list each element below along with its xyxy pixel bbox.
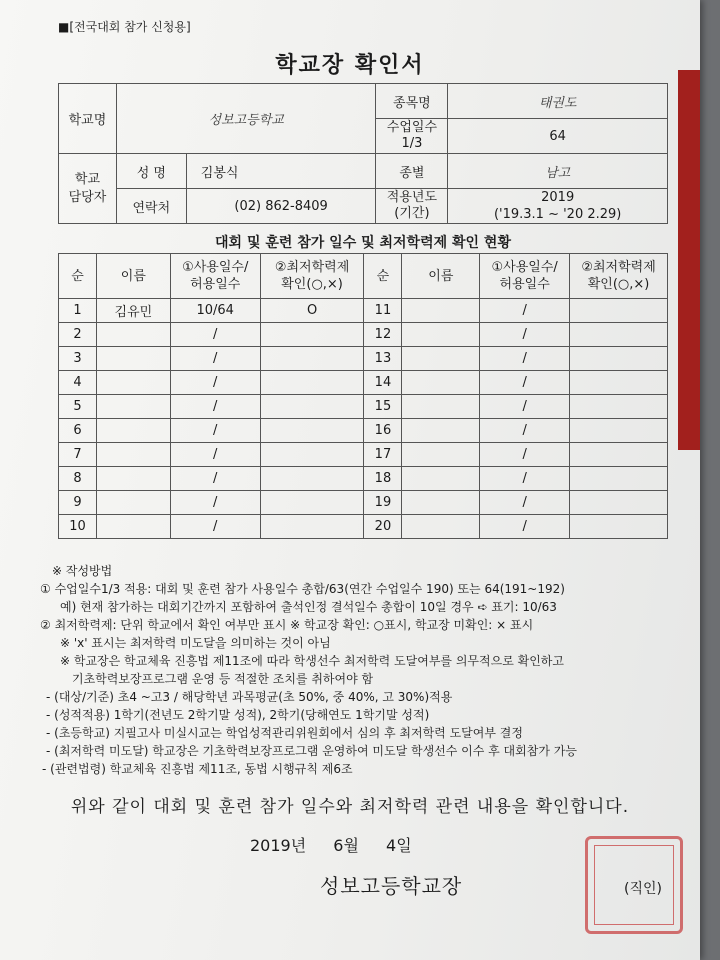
cell-left-days: / [170, 419, 260, 443]
note-line: - (대상/기준) 초4 ~고3 / 해당학년 과목평균(초 50%, 중 40%, 고 30%)적용 [46, 690, 453, 704]
cell-right-name [402, 491, 480, 515]
participation-section-title: 대회 및 훈련 참가 일수 및 최저학력제 확인 현황 [215, 235, 511, 251]
table-row [59, 323, 668, 347]
cell-left-no: 4 [59, 371, 97, 395]
cell-left-check [260, 443, 364, 467]
manager-name-label: 성 명 [116, 154, 186, 189]
cell-left-check [260, 323, 364, 347]
cell-right-no: 16 [364, 419, 402, 443]
cell-right-no: 13 [364, 347, 402, 371]
table-row [59, 395, 668, 419]
background-red-object [678, 70, 700, 450]
cell-right-name [402, 467, 480, 491]
cell-left-no: 3 [59, 347, 97, 371]
document-title: 학교장 확인서 [275, 53, 425, 78]
cell-left-name [96, 491, 170, 515]
cell-left-days: / [170, 395, 260, 419]
cell-left-days: / [170, 515, 260, 539]
cell-right-days: / [480, 491, 570, 515]
note-line: - (최저학력 미도달) 학교장은 기초학력보장프로그램 운영하여 미도달 학생선수 이수 후 대회참가 가능 [46, 744, 577, 758]
note-line: - (초등학교) 지필고사 미실시교는 학업성적관리위원회에서 심의 후 최저학력 도달여부 결정 [46, 726, 523, 740]
header-no-right: 순 [364, 254, 402, 299]
cell-right-no: 17 [364, 443, 402, 467]
cell-right-days: / [480, 443, 570, 467]
cell-right-name [402, 515, 480, 539]
school-info-table [58, 83, 668, 224]
sport-label: 종목명 [376, 84, 448, 119]
table-row [59, 371, 668, 395]
cell-left-days: 10/64 [170, 299, 260, 323]
header-check-left: ②최저학력제 확인(○,×) [260, 254, 364, 299]
cell-right-days: / [480, 515, 570, 539]
cell-left-name [96, 419, 170, 443]
cell-right-no: 12 [364, 323, 402, 347]
cell-left-no: 5 [59, 395, 97, 419]
cell-right-no: 15 [364, 395, 402, 419]
class-days-value: 64 [448, 119, 668, 154]
note-line: ① 수업일수1/3 적용: 대회 및 훈련 참가 사용일수 총합/63(연간 수업일수 190) 또는 64(191~192) [40, 582, 565, 596]
participation-table [58, 253, 668, 539]
cell-right-check [570, 323, 668, 347]
cell-right-check [570, 419, 668, 443]
cell-left-name [96, 443, 170, 467]
cell-left-days: / [170, 443, 260, 467]
cell-right-name [402, 419, 480, 443]
contact-label: 연락처 [116, 189, 186, 224]
cell-left-check [260, 347, 364, 371]
cell-right-check [570, 395, 668, 419]
cell-left-no: 6 [59, 419, 97, 443]
cell-left-check: O [260, 299, 364, 323]
cell-right-name [402, 371, 480, 395]
seal-label: (직인) [624, 881, 662, 897]
cell-left-name [96, 347, 170, 371]
note-line: ※ 학교장은 학교체육 진흥법 제11조에 따라 학생선수 최저학력 도달여부를 의무적으로 확인하고 [60, 654, 564, 668]
note-line: ② 최저학력제: 단위 학교에서 확인 여부만 표시 ※ 학교장 확인: ○표시, 학교장 미확인: × 표시 [40, 618, 534, 632]
header-no-left: 순 [59, 254, 97, 299]
cell-right-days: / [480, 467, 570, 491]
cell-left-check [260, 395, 364, 419]
cell-right-check [570, 299, 668, 323]
cell-left-check [260, 491, 364, 515]
header-name-left: 이름 [96, 254, 170, 299]
table-row [59, 419, 668, 443]
cell-left-name [96, 467, 170, 491]
header-days-left: ①사용일수/ 허용일수 [170, 254, 260, 299]
table-row [59, 347, 668, 371]
note-line: - (성적적용) 1학기(전년도 2학기말 성적), 2학기(당해연도 1학기말 성적) [46, 708, 430, 722]
cell-left-no: 9 [59, 491, 97, 515]
cell-left-name [96, 395, 170, 419]
principal-signer: 성보고등학교장 [320, 874, 463, 898]
cell-right-check [570, 467, 668, 491]
cell-right-no: 18 [364, 467, 402, 491]
cell-right-check [570, 515, 668, 539]
cell-left-check [260, 419, 364, 443]
cell-left-days: / [170, 467, 260, 491]
cell-right-days: / [480, 395, 570, 419]
date-day: 4일 [386, 836, 412, 855]
cell-right-days: / [480, 419, 570, 443]
school-name-label: 학교명 [59, 84, 117, 154]
school-name-value: 성보고등학교 [116, 84, 376, 154]
manager-name-value: 김봉식 [186, 154, 376, 189]
cell-left-no: 1 [59, 299, 97, 323]
issue-date [250, 833, 434, 856]
note-line: 기초학력보장프로그램 운영 등 적절한 조치를 취하여야 함 [72, 672, 374, 686]
table-row [59, 491, 668, 515]
contact-value: (02) 862-8409 [186, 189, 376, 224]
header-days-right: ①사용일수/ 허용일수 [480, 254, 570, 299]
note-line: 예) 현재 참가하는 대회기간까지 포함하여 출석인정 결석일수 총합이 10일 경우 ➪ 표기: 10/63 [60, 600, 557, 614]
year-label: 적용년도 (기간) [376, 189, 448, 224]
table-row [59, 467, 668, 491]
cell-left-no: 2 [59, 323, 97, 347]
cell-right-no: 20 [364, 515, 402, 539]
cell-right-check [570, 491, 668, 515]
table-row [59, 443, 668, 467]
cell-left-check [260, 371, 364, 395]
cell-left-name: 김유민 [96, 299, 170, 323]
class-days-label: 수업일수 1/3 [376, 119, 448, 154]
confirmation-statement: 위와 같이 대회 및 훈련 참가 일수와 최저학력 관련 내용을 확인합니다. [70, 797, 630, 817]
cell-left-days: / [170, 323, 260, 347]
application-type-label: ■[전국대회 참가 신청용] [58, 20, 191, 34]
note-line: - (관련법령) 학교체육 진흥법 제11조, 동법 시행규칙 제6조 [42, 762, 353, 776]
note-line: ※ 'x' 표시는 최저학력 미도달을 의미하는 것이 아님 [60, 636, 331, 650]
cell-left-days: / [170, 491, 260, 515]
table-row [59, 515, 668, 539]
cell-right-check [570, 347, 668, 371]
cell-right-check [570, 371, 668, 395]
cell-left-check [260, 467, 364, 491]
cell-left-check [260, 515, 364, 539]
cell-right-days: / [480, 323, 570, 347]
cell-right-no: 19 [364, 491, 402, 515]
table-row [59, 299, 668, 323]
gender-label: 종별 [376, 154, 448, 189]
cell-right-no: 14 [364, 371, 402, 395]
sport-value: 태권도 [448, 84, 668, 119]
cell-right-name [402, 347, 480, 371]
cell-right-days: / [480, 299, 570, 323]
year-value: 2019 ('19.3.1 ~ '20 2.29) [448, 189, 668, 224]
cell-right-name [402, 443, 480, 467]
date-month: 6월 [333, 836, 359, 855]
cell-left-no: 10 [59, 515, 97, 539]
gender-value: 남고 [448, 154, 668, 189]
writing-instructions [40, 562, 680, 778]
manager-label: 학교 담당자 [59, 154, 117, 224]
cell-right-days: / [480, 371, 570, 395]
cell-left-name [96, 515, 170, 539]
cell-left-name [96, 323, 170, 347]
note-heading: ※ 작성방법 [52, 564, 113, 578]
cell-right-name [402, 323, 480, 347]
cell-left-days: / [170, 347, 260, 371]
cell-left-no: 8 [59, 467, 97, 491]
cell-left-name [96, 371, 170, 395]
cell-left-no: 7 [59, 443, 97, 467]
cell-right-name [402, 395, 480, 419]
cell-right-name [402, 299, 480, 323]
cell-right-no: 11 [364, 299, 402, 323]
cell-right-check [570, 443, 668, 467]
header-name-right: 이름 [402, 254, 480, 299]
date-year: 2019년 [250, 836, 307, 855]
header-check-right: ②최저학력제 확인(○,×) [570, 254, 668, 299]
cell-left-days: / [170, 371, 260, 395]
cell-right-days: / [480, 347, 570, 371]
